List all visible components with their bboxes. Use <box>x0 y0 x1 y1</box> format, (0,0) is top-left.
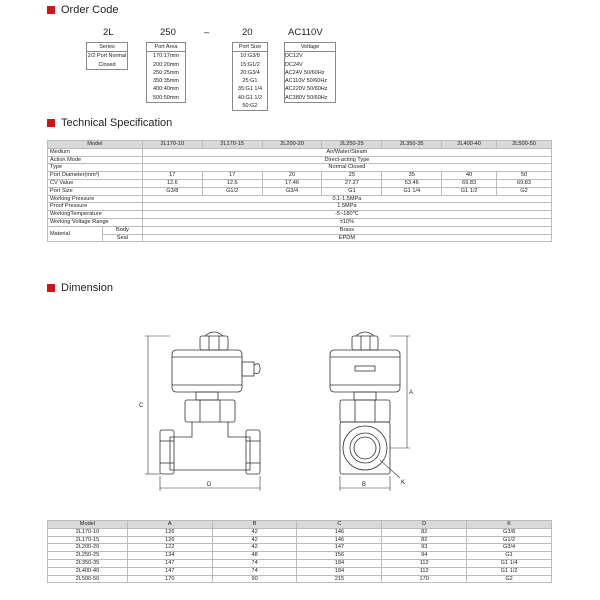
cell: 126 <box>127 536 212 544</box>
header-cell: C <box>297 521 382 529</box>
row-label: WorkingTemperature <box>48 211 143 219</box>
row-label: Proof Pressure <box>48 203 143 211</box>
header-cell: 2L170-15 <box>202 141 262 149</box>
voltage-head: Voltage <box>285 43 335 52</box>
header-cell: Model <box>48 141 143 149</box>
cell: 2L400-40 <box>48 567 128 575</box>
cell: G2 <box>467 575 552 583</box>
header-cell: D <box>382 521 467 529</box>
port-size-item: 25:G1 <box>242 78 258 85</box>
cell: 42 <box>212 528 297 536</box>
order-code-heading: Order Code <box>47 3 118 17</box>
cell: -5~180℃ <box>142 211 551 219</box>
cell: 2L170-15 <box>48 536 128 544</box>
cell: 17 <box>142 172 202 180</box>
cell: G3/8 <box>142 187 202 195</box>
header-cell: 2L170-10 <box>142 141 202 149</box>
row-label: Type <box>48 164 143 172</box>
cell: 69.83 <box>442 179 497 187</box>
cell: 170 <box>382 575 467 583</box>
spec-heading: Technical Specification <box>47 116 172 130</box>
port-size-item: 15:G1/2 <box>240 61 260 68</box>
cell: 53.46 <box>382 179 442 187</box>
header-cell: 2L250-25 <box>322 141 382 149</box>
port-size-item: 35:G1 1/4 <box>237 86 263 93</box>
cell: 94 <box>382 552 467 560</box>
header-cell: 2L500-50 <box>497 141 552 149</box>
port-size-item: 20:G3/4 <box>240 69 260 76</box>
cell: 82 <box>382 528 467 536</box>
voltage-item: DC12V <box>285 53 303 60</box>
port-area-item: 400:40mm <box>153 86 179 93</box>
cell: 0.1-1.5MPa <box>142 195 551 203</box>
port-area-head: Port Area <box>147 43 185 52</box>
voltage-item: AC220V 50/60Hz <box>285 86 328 93</box>
cell: 82 <box>382 536 467 544</box>
row-label: Working Pressure <box>48 195 143 203</box>
cell: 12.6 <box>142 179 202 187</box>
series-item: Closed <box>98 61 116 68</box>
row-label: Material <box>48 226 103 242</box>
row-label: CV Value <box>48 179 143 187</box>
cell: G1 <box>467 552 552 560</box>
cell: 215 <box>297 575 382 583</box>
cell: G1/2 <box>202 187 262 195</box>
cell: 146 <box>297 528 382 536</box>
cell: G1 1/4 <box>467 559 552 567</box>
table-row <box>48 575 552 583</box>
row-label: Port Diameter(mm²) <box>48 172 143 180</box>
cell: Normal Closed <box>142 164 551 172</box>
cell: Brass <box>142 226 551 234</box>
cell: 35 <box>382 172 442 180</box>
cell: EPDM <box>142 234 551 242</box>
header-cell: K <box>467 521 552 529</box>
cell: 20 <box>262 172 322 180</box>
table-row <box>48 536 552 544</box>
dimension-header-row <box>48 521 552 529</box>
row-label: Action Mode <box>48 156 143 164</box>
series-code: 2L <box>103 27 114 38</box>
cell: 2L350-35 <box>48 559 128 567</box>
cell: Air/Water/Steam <box>142 148 551 156</box>
cell: 146 <box>297 536 382 544</box>
port-area-item: 250:25mm <box>153 69 179 76</box>
port-size-item: 10:G3/8 <box>240 53 260 60</box>
table-row <box>48 528 552 536</box>
cell: 27.27 <box>322 179 382 187</box>
cell: G1/2 <box>467 536 552 544</box>
cell: G3/8 <box>467 528 552 536</box>
dimension-lines-left <box>145 336 260 491</box>
cell: G2 <box>497 187 552 195</box>
dimension-heading: Dimension <box>47 281 113 295</box>
cell: 184 <box>297 567 382 575</box>
port-area-item: 500:50mm <box>153 94 179 101</box>
cell: 147 <box>127 559 212 567</box>
header-cell: B <box>212 521 297 529</box>
cell: 184 <box>297 559 382 567</box>
header-cell: A <box>127 521 212 529</box>
cell: 93 <box>382 544 467 552</box>
cell: 170 <box>127 575 212 583</box>
cell: G1 1/2 <box>442 187 497 195</box>
row-label: Medium <box>48 148 143 156</box>
row-sublabel: Seal <box>102 234 142 242</box>
dimension-table <box>47 520 552 583</box>
row-label: Working Voltage Range <box>48 218 143 226</box>
voltage-item: DC24V <box>285 61 303 68</box>
cell: G1 1/2 <box>467 567 552 575</box>
series-item: 2/2 Port Normal <box>87 53 127 60</box>
dim-label-d: D <box>207 482 212 488</box>
cell: 42 <box>212 536 297 544</box>
series-head: Series <box>87 43 127 52</box>
header-cell: 2L350-35 <box>382 141 442 149</box>
cell: 25 <box>322 172 382 180</box>
cell: 90 <box>212 575 297 583</box>
dash-separator: – <box>204 27 210 38</box>
cell: 74 <box>212 559 297 567</box>
cell: 48 <box>212 552 297 560</box>
port-size-item: 50:G2 <box>242 103 258 110</box>
cell: 156 <box>297 552 382 560</box>
cell: G3/4 <box>262 187 322 195</box>
port-area-item: 200:20mm <box>153 61 179 68</box>
dim-label-c: C <box>139 403 144 409</box>
port-area-item: 170:17mm <box>153 53 179 60</box>
port-area-code: 250 <box>160 27 176 38</box>
row-sublabel: Body <box>102 226 142 234</box>
cell: 1.5MPa <box>142 203 551 211</box>
header-cell: 2L400-40 <box>442 141 497 149</box>
cell: 2L170-10 <box>48 528 128 536</box>
table-row <box>48 567 552 575</box>
header-cell: Model <box>48 521 128 529</box>
cell: ±10% <box>142 218 551 226</box>
voltage-code: AC110V <box>288 27 323 38</box>
cell: 126 <box>127 528 212 536</box>
cell: 74 <box>212 567 297 575</box>
row-label: Port Size <box>48 187 143 195</box>
cell: 147 <box>127 567 212 575</box>
cell: 50 <box>497 172 552 180</box>
voltage-item: AC24V 50/60Hz <box>285 69 325 76</box>
cell: 69.83 <box>497 179 552 187</box>
cell: G1 <box>322 187 382 195</box>
dim-label-b: B <box>362 482 367 488</box>
valve-side-view <box>160 332 260 474</box>
voltage-item: AC110V 50/60Hz <box>285 78 328 85</box>
cell: 147 <box>297 544 382 552</box>
cell: 134 <box>127 552 212 560</box>
table-row <box>48 552 552 560</box>
port-size-head: Port Size <box>233 43 267 52</box>
dim-label-a: A <box>409 390 414 396</box>
valve-front-view <box>330 332 400 474</box>
cell: 40 <box>442 172 497 180</box>
port-size-code: 20 <box>242 27 253 38</box>
cell: G3/4 <box>467 544 552 552</box>
cell: Direct-acting Type <box>142 156 551 164</box>
table-row <box>48 559 552 567</box>
cell: 122 <box>127 544 212 552</box>
cell: 2L250-25 <box>48 552 128 560</box>
header-cell: 2L200-20 <box>262 141 322 149</box>
table-row <box>48 544 552 552</box>
port-size-item: 40:G1 1/2 <box>237 94 263 101</box>
cell: 112 <box>382 567 467 575</box>
dim-label-k: K <box>401 480 406 486</box>
cell: 17 <box>202 172 262 180</box>
cell: 2L200-20 <box>48 544 128 552</box>
cell: 112 <box>382 559 467 567</box>
voltage-item: AC380V 50/60Hz <box>285 94 328 101</box>
port-area-item: 350:35mm <box>153 78 179 85</box>
cell: G1 1/4 <box>382 187 442 195</box>
cell: 42 <box>212 544 297 552</box>
cell: 17.46 <box>262 179 322 187</box>
cell: 12.6 <box>202 179 262 187</box>
cell: 2L500-50 <box>48 575 128 583</box>
